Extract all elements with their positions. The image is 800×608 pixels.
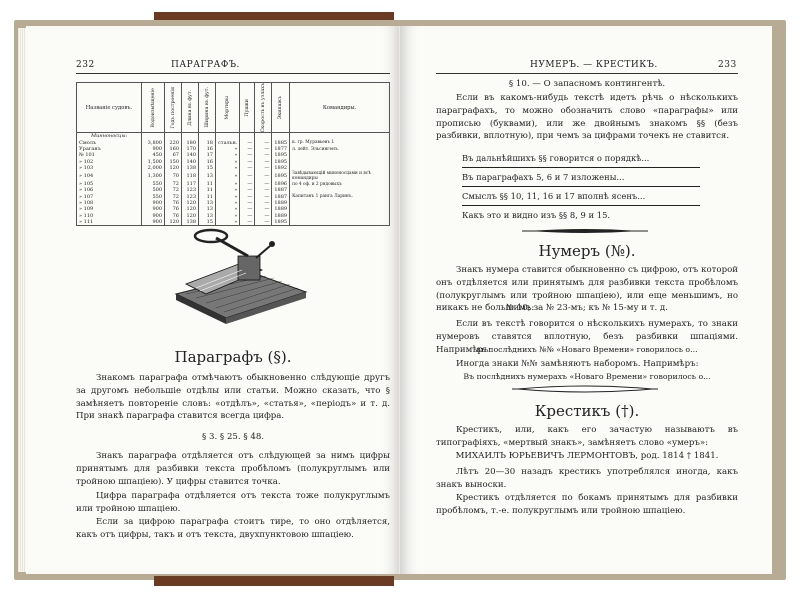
paragraph-example: § 3. § 25. § 48. (201, 432, 265, 442)
table-header: Мортиры (216, 83, 240, 133)
ornament-rule-1 (520, 226, 650, 236)
table-header: Ширина въ фут. (199, 83, 216, 133)
example-line-3: Смыслъ §§ 10, 11, 16 и 17 вполнѣ ясенъ... (462, 191, 646, 201)
page-edges (18, 28, 26, 572)
table-cell: — (240, 165, 255, 171)
table-row (77, 171, 390, 181)
table-cell: » 105 (77, 181, 142, 187)
table-cell: 11 (199, 194, 216, 200)
table-cell: к. гр. Муравьевъ I. (290, 140, 390, 146)
table-cell: » (216, 206, 240, 212)
table-cell: Смолъ (77, 140, 142, 146)
table-cell: 123 (182, 194, 199, 200)
table-cell: — (255, 200, 272, 206)
table-cell: 15 (199, 165, 216, 171)
table-cell: 160 (165, 146, 182, 152)
table-cell: — (255, 206, 272, 212)
table-cell: — (240, 171, 255, 181)
table-cell: 120 (165, 219, 182, 226)
table-cell: 11 (199, 181, 216, 187)
paragraph-text-4: Если за цифрою параграфа стоитъ тире, то оно отдѣляется, какъ отъ цифры, такъ и отъ текста, двухпунктовою шпаціею. (76, 517, 390, 540)
table-cell: 76 (165, 200, 182, 206)
table-cell: 18 (199, 140, 216, 146)
paragraph-text-2: Знакъ параграфа отдѣляется отъ слѣдующей за нимъ цифры принятымъ для разбивки текста пробѣломъ (полукруглымъ или тройною шпаціею). У цифры ставится точка. (76, 451, 390, 487)
table-cell: — (255, 219, 272, 226)
table-cell: 72 (165, 181, 182, 187)
table-cell: — (240, 146, 255, 152)
table-cell: 180 (182, 140, 199, 146)
table-cell: Ураганъ (77, 146, 142, 152)
table-cell: 13 (199, 213, 216, 219)
table-cell: 1889 (272, 213, 290, 219)
table-cell: 13 (199, 206, 216, 212)
table-cell: 16 (199, 146, 216, 152)
right-text-1: Если въ какомъ-нибудь текстѣ идетъ рѣчь о нѣсколькихъ параграфахъ, то можно обозначить слово «параграфы» или прописью (буквами), или же двойнымъ знакомъ §§ (безъ разбивки, вплотную), при чемъ за цифрами точекъ не ставится. (436, 93, 738, 142)
table-cell: » 108 (77, 200, 142, 206)
table-cell: 900 (142, 206, 165, 212)
example-line-4: Какъ это и видно изъ §§ 8, 9 и 15. (462, 210, 611, 220)
table-row (77, 219, 390, 226)
right-text-3: Если въ текстѣ говорится о нѣсколькихъ нумерахъ, то знаки нумеровъ ставятся вплотную, безъ разбивки шпаціями. Напримѣръ: (436, 319, 738, 355)
table-cell: 450 (142, 152, 165, 158)
table-cell: 1895 (272, 159, 290, 165)
right-page (400, 26, 772, 574)
table-cell: 170 (182, 146, 199, 152)
table-header: Пушки (240, 83, 255, 133)
table-group-row (77, 133, 390, 140)
table-cell: — (255, 181, 272, 187)
table-cell: » 107 (77, 194, 142, 200)
table-header: Названіе судовъ. (77, 83, 142, 133)
table-cell: 900 (142, 219, 165, 226)
table-cell: » (216, 187, 240, 193)
table-cell: 76 (165, 213, 182, 219)
right-text-7: Крестикъ отдѣляется по бокамъ принятымъ для разбивки пробѣломъ, т.-е. полукруглымъ или тройною шпаціею. (436, 493, 738, 516)
table-cell: » 110 (77, 213, 142, 219)
table-cell: — (240, 219, 255, 226)
table-cell: 1892 (272, 165, 290, 171)
table-cell: » 106 (77, 187, 142, 193)
left-page (26, 26, 400, 574)
right-page-number: 233 (718, 60, 737, 70)
numer-example-2: въ послѣднихъ №№ «Новаго Времени» говорилось о... (476, 345, 698, 354)
table-cell: 2,000 (142, 165, 165, 171)
table-cell: 138 (182, 165, 199, 171)
table-cell (290, 219, 390, 226)
table-cell: 120 (182, 206, 199, 212)
table-cell: 1895 (272, 171, 290, 181)
example-line-1: Въ дальнѣйшихъ §§ говорится о порядкѣ... (462, 153, 650, 163)
table-cell: 123 (182, 187, 199, 193)
example-rule-2 (462, 186, 700, 187)
table-cell: 72 (165, 187, 182, 193)
subsection-heading: § 10. — О запасномъ контингентѣ. (508, 79, 666, 89)
table-cell: » (216, 159, 240, 165)
table-cell: » (216, 152, 240, 158)
table-cell: 550 (142, 181, 165, 187)
table-cell: » 103 (77, 165, 142, 171)
table-cell: — (240, 206, 255, 212)
left-header-rule (76, 73, 390, 74)
table-cell: » (216, 200, 240, 206)
table-cell: » (216, 181, 240, 187)
table-cell: 1,300 (142, 171, 165, 181)
table-cell: — (255, 159, 272, 165)
table-cell: 1895 (272, 152, 290, 158)
table-header: Годъ построенія (165, 83, 182, 133)
ships-table (76, 82, 390, 226)
numer-example-3: Въ послѣднихъ нумерахъ «Новаго Времени» говорилось о... (463, 372, 711, 381)
table-header: Скорость въ узлахъ (255, 83, 272, 133)
krestik-example: МИХАИЛЪ ЮРЬЕВИЧЪ ЛЕРМОНТОВЪ, род. 1814 † 1841. (455, 451, 719, 461)
right-header-rule (436, 73, 738, 74)
open-book (14, 20, 786, 580)
table-cell: 140 (182, 152, 199, 158)
table-cell: 1896 (272, 181, 290, 187)
table-cell: 1887 (272, 194, 290, 200)
book-headband-bottom (154, 576, 394, 586)
example-rule-3 (462, 205, 700, 206)
table-cell: 900 (142, 146, 165, 152)
numer-section-title: Нумеръ (№). (538, 242, 636, 260)
table-cell: — (240, 187, 255, 193)
table-cell: 1889 (272, 206, 290, 212)
table-cell: 17 (199, 152, 216, 158)
table-header: Экипажъ (272, 83, 290, 133)
left-running-head: ПАРАГРАФЪ. (171, 60, 240, 70)
example-rule-1 (462, 167, 700, 168)
table-group-label: Минноносцы: (77, 133, 142, 140)
table-cell: — (240, 159, 255, 165)
table-cell: 1885 (272, 140, 290, 146)
table-cell: 500 (142, 187, 165, 193)
table-cell: 16 (199, 159, 216, 165)
table-cell: стальн. (216, 140, 240, 146)
table-header-row (77, 83, 390, 133)
table-cell: — (240, 140, 255, 146)
table-cell: Капитанъ 1 ранга Ларинъ. (290, 194, 390, 200)
right-text-6: Лѣтъ 20—30 назадъ крестикъ употреблялся иногда, какъ знакъ выноски. (436, 467, 738, 490)
numer-example: № 10; за № 23-мъ; къ № 15-му и т. д. (506, 303, 668, 313)
table-cell: 1,500 (142, 159, 165, 165)
table-cell: » 111 (77, 219, 142, 226)
table-cell: 120 (165, 165, 182, 171)
table-cell: 72 (165, 194, 182, 200)
table-cell: — (255, 165, 272, 171)
paragraph-text-1: Знакомъ параграфа отмѣчаютъ обыкновенно слѣдующіе другъ за другомъ небольшіе отдѣлы или статьи. Можно сказать, что § замѣняетъ повтореніе словъ: «отдѣлъ», «статья», «періодъ» и т. д. При знакѣ параграфа ставится всегда цифра. (76, 373, 390, 422)
right-running-head: НУМЕРЪ. — КРЕСТИКЪ. (530, 60, 658, 70)
right-text-2: Знакъ нумера ставится обыкновенно съ цифрою, отъ которой онъ отдѣляется или принятымъ для разбивки текста пробѣломъ (полукруглымъ или тройною шпаціею), или еще меньшимъ, но никакъ не большимъ: (436, 265, 738, 314)
left-page-number: 232 (76, 60, 95, 70)
table-cell: — (255, 213, 272, 219)
paragraph-text-3: Цифра параграфа отдѣляется отъ текста тоже полукруглымъ или тройною шпаціею. (76, 491, 390, 514)
table-cell: по 4 оф. и 2 рядовыхъ (290, 181, 390, 187)
table-cell: 220 (165, 140, 182, 146)
table-cell: » 102 (77, 159, 142, 165)
table-cell: № 101 (77, 152, 142, 158)
table-cell: 15 (199, 219, 216, 226)
table-cell: — (240, 194, 255, 200)
table-cell: » (216, 165, 240, 171)
table-cell: 1889 (272, 200, 290, 206)
table-cell: » (216, 171, 240, 181)
table-cell: — (255, 140, 272, 146)
table-cell: — (255, 171, 272, 181)
table-cell: » (216, 194, 240, 200)
table-cell: 138 (182, 219, 199, 226)
ornament-rule-2 (510, 383, 660, 395)
table-cell: — (255, 152, 272, 158)
table-cell: 140 (182, 159, 199, 165)
table-cell: 900 (142, 200, 165, 206)
table-cell: » 104 (77, 171, 142, 181)
table-header: Водоизмѣщеніе (142, 83, 165, 133)
table-cell: 1887 (272, 187, 290, 193)
table-header: Командиры. (290, 83, 390, 133)
table-cell: » 109 (77, 206, 142, 212)
table-cell: 3,800 (142, 140, 165, 146)
table-cell: 120 (182, 200, 199, 206)
table-cell: 1877 (272, 146, 290, 152)
table-cell: 1895 (272, 219, 290, 226)
engraving-illustration (166, 226, 316, 326)
table-cell: 117 (182, 181, 199, 187)
table-cell: 11 (199, 187, 216, 193)
table-header: Длина въ фут. (182, 83, 199, 133)
paragraph-section-title: Параграфъ (§). (174, 348, 292, 366)
table-cell: 120 (182, 213, 199, 219)
right-text-4: Иногда знаки №№ замѣняютъ наборомъ. Напримѣръ: (456, 359, 699, 369)
table-cell: л. лейт. Эльсингенъ. (290, 146, 390, 152)
table-cell: Завѣдывающій миноносцами и всѣ командиры (290, 171, 390, 181)
right-text-5: Крестикъ, или, какъ его зачастую называютъ въ типографіяхъ, «мертвый знакъ», замѣняетъ слово «умеръ»: (436, 425, 738, 448)
table-cell: 118 (182, 171, 199, 181)
table-cell: — (255, 146, 272, 152)
table-cell: 76 (165, 206, 182, 212)
table-cell: 70 (165, 171, 182, 181)
table-cell: — (240, 200, 255, 206)
table-cell: 150 (165, 159, 182, 165)
table-cell: 13 (199, 171, 216, 181)
table-cell: » (216, 219, 240, 226)
table-cell: 67 (165, 152, 182, 158)
table-cell: — (240, 152, 255, 158)
table-cell: » (216, 146, 240, 152)
table-cell: — (255, 187, 272, 193)
krestik-section-title: Крестикъ (†). (534, 402, 640, 420)
table-cell: 900 (142, 213, 165, 219)
table-cell: » (216, 213, 240, 219)
example-line-2: Въ параграфахъ 5, 6 и 7 изложены... (462, 172, 625, 182)
table-cell: — (255, 194, 272, 200)
table-cell: — (240, 213, 255, 219)
table-cell: 550 (142, 194, 165, 200)
table-cell: — (240, 181, 255, 187)
table-cell: 13 (199, 200, 216, 206)
